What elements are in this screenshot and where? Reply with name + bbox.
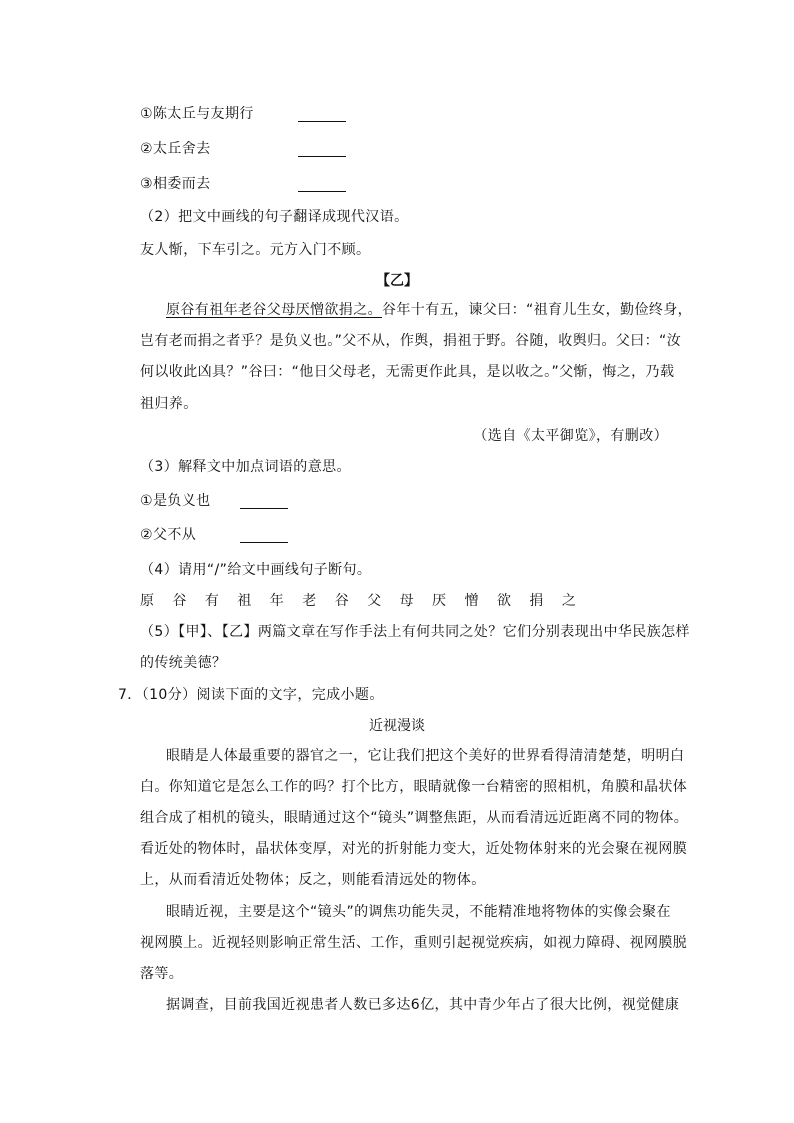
q3-prompt: （3）解释文中加点词语的意思。 <box>140 459 351 475</box>
q2-prompt: （2）把文中画线的句子翻译成现代汉语。 <box>140 209 409 225</box>
q7-para-line-1: 眼睛是人体最重要的器官之一，它让我们把这个美好的世界看得清清楚楚，明明白 <box>166 748 685 764</box>
yi-line-3: 何以收此凶具？”谷曰：“他日父母老，无需更作此具，是以收之。”父惭，悔之，乃载 <box>140 364 675 380</box>
q7-para-line-7: 视网膜上。近视轻则影响正常生活、工作，重则引起视觉疾病，如视力障碍、视网膜脱 <box>140 935 688 951</box>
q3-item-1: ①是负义也 <box>140 493 211 509</box>
answer-blank[interactable] <box>298 142 346 157</box>
yi-source: （选自《太平御览》，有删改） <box>473 428 668 444</box>
q7-para-line-3: 组合成了相机的镜头，眼睛通过这个“镜头”调整焦距，从而看清远近距离不同的物体。 <box>140 810 689 826</box>
q5-line-1: （5）【甲】、【乙】两篇文章在写作手法上有何共同之处？它们分别表现出中华民族怎样 <box>140 624 690 640</box>
q7-para-line-4: 看近处的物体时，晶状体变厚，对光的折射能力变大，近处物体射来的光会聚在视网膜 <box>140 841 688 857</box>
q7-header: 7．（10分）阅读下面的文字，完成小题。 <box>118 687 384 703</box>
q4-prompt: （4）请用“/”给文中画线句子断句。 <box>140 562 372 578</box>
q1-item-1 <box>140 104 254 124</box>
q1-item-1-label: ①陈太丘与友期行 <box>140 106 254 122</box>
q1-item-2 <box>140 139 211 159</box>
q1-item-3-label: ③相委而去 <box>140 176 211 192</box>
q7-para-line-9: 据调查，目前我国近视患者人数已多达6亿，其中青少年占了很大比例，视觉健康 <box>166 997 680 1013</box>
q7-para-line-2: 白。你知道它是怎么工作的吗？打个比方，眼睛就像一台精密的照相机，角膜和晶状体 <box>140 779 688 795</box>
q7-para-line-6: 眼睛近视，主要是这个“镜头”的调焦功能失灵，不能精准地将物体的实像会聚在 <box>166 904 671 920</box>
q4-chars: 原 谷 有 祖 年 老 谷 父 母 厌 憎 欲 捐 之 <box>140 593 583 609</box>
answer-blank[interactable] <box>298 107 346 122</box>
answer-blank[interactable] <box>240 494 288 509</box>
q5-line-2: 的传统美德？ <box>140 655 227 671</box>
answer-blank[interactable] <box>240 528 288 543</box>
q7-para-line-5: 上，从而看清近处物体；反之，则能看清远处的物体。 <box>140 872 486 888</box>
q3-item-2: ②父不从 <box>140 527 197 543</box>
yi-line-1-rest: 谷年十有五，谏父曰：“祖育儿生女，勤俭终身， <box>382 302 693 318</box>
yi-underlined-sentence: 原谷有祖年老谷父母厌憎欲捐之。 <box>166 302 382 318</box>
answer-blank[interactable] <box>298 177 346 192</box>
yi-line-2: 岂有老而捐之者乎？是负义也。”父不从，作舆，捐祖于野。谷随，收舆归。父曰：“汝 <box>140 333 682 349</box>
q7-para-line-8: 落等。 <box>140 966 184 982</box>
q7-title: 近视漫谈 <box>369 718 425 734</box>
q1-item-2-label: ②太丘舍去 <box>140 141 211 157</box>
q1-item-3 <box>140 174 211 194</box>
yi-heading: 【乙】 <box>376 273 418 289</box>
yi-line-4: 祖归养。 <box>140 396 198 412</box>
q2-sentence: 友人惭，下车引之。元方入门不顾。 <box>140 242 371 258</box>
yi-line-1 <box>166 300 692 320</box>
